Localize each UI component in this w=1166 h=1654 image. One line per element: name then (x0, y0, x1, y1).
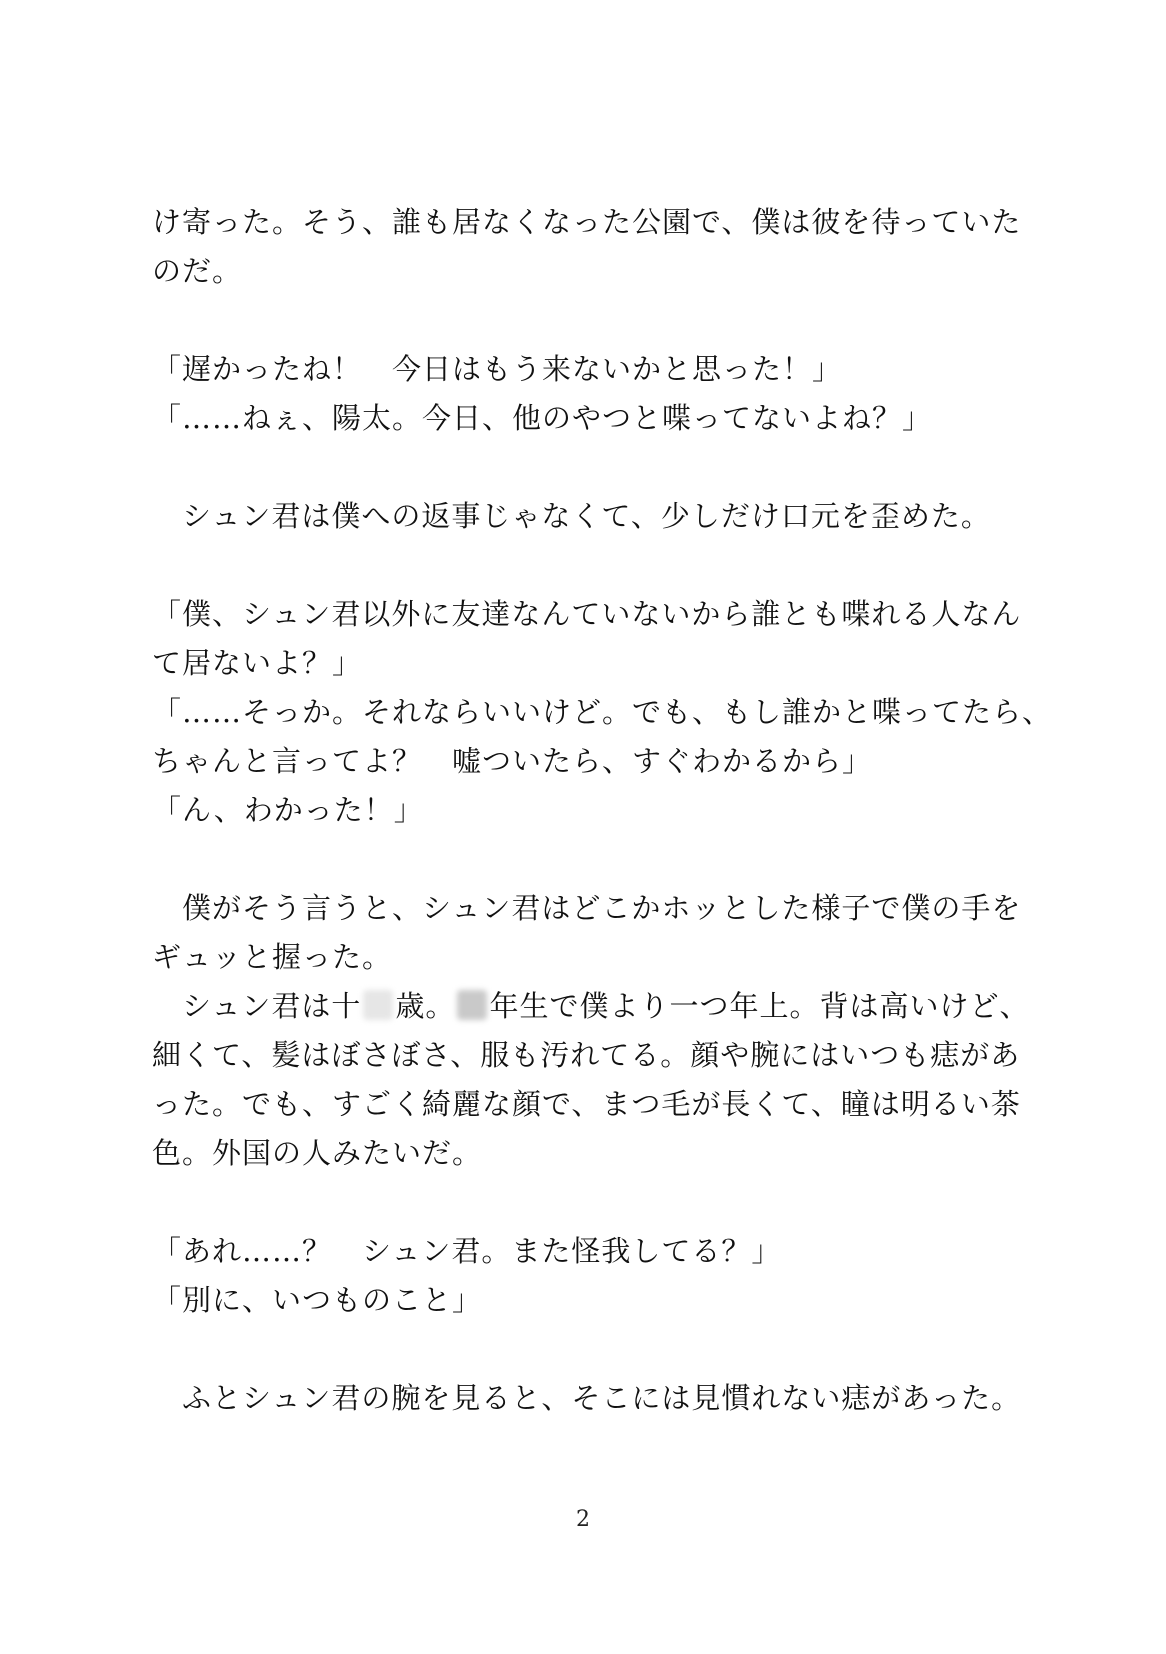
text-line: シュン君は僕への返事じゃなくて、少しだけ口元を歪めた。 (152, 499, 991, 533)
text-line-with-redactions (152, 982, 1032, 1031)
blank-line (152, 296, 1032, 345)
blank-line (152, 835, 1032, 884)
text-segment: 歳。 (395, 989, 456, 1023)
dialogue-line: て居ないよ？」 (152, 646, 363, 680)
text-line: ふとシュン君の腕を見ると、そこには見慣れない痣があった。 (152, 1381, 1022, 1415)
dialogue-line: 「別に、いつものこと」 (152, 1283, 483, 1317)
dialogue-line: 「僕、シュン君以外に友達なんていないから誰とも喋れる人なん (152, 597, 1022, 631)
blank-line (152, 1178, 1032, 1227)
text-line: ギュッと握った。 (152, 940, 393, 974)
page-number: 2 (576, 1507, 590, 1532)
body-text (152, 198, 1053, 1423)
dialogue-line: ちゃんと言ってよ？ 嘘ついたら、すぐわかるから」 (152, 744, 873, 778)
text-line: 細くて、髪はぼさぼさ、服も汚れてる。顔や腕にはいつも痣があ (152, 1038, 1021, 1072)
redacted-number (457, 990, 487, 1020)
text-line: け寄った。そう、誰も居なくなった公園で、僕は彼を待っていた (152, 205, 1022, 239)
blank-line (152, 1325, 1032, 1374)
text-line: 僕がそう言うと、シュン君はどこかホッとした様子で僕の手を (152, 891, 1022, 925)
dialogue-line: 「……そっか。それならいいけど。でも、もし誰かと喋ってたら、 (152, 695, 1053, 729)
text-segment: 年生で僕より一つ年上。背は高いけど、 (489, 989, 1030, 1023)
text-line: のだ。 (152, 254, 243, 288)
blank-line (152, 541, 1032, 590)
redacted-number (363, 990, 393, 1020)
blank-line (152, 443, 1032, 492)
dialogue-line: 「ん、わかった！」 (152, 793, 424, 827)
dialogue-line: 「……ねぇ、陽太。今日、他のやつと喋ってないよね？」 (152, 401, 933, 435)
text-segment: シュン君は十 (152, 989, 362, 1023)
dialogue-line: 「あれ……？ シュン君。また怪我してる？」 (152, 1234, 782, 1268)
text-line: 色。外国の人みたいだ。 (152, 1136, 483, 1170)
text-line: った。でも、すごく綺麗な顔で、まつ毛が長くて、瞳は明るい茶 (152, 1087, 1021, 1121)
dialogue-line: 「遅かったね！ 今日はもう来ないかと思った！」 (152, 352, 843, 386)
